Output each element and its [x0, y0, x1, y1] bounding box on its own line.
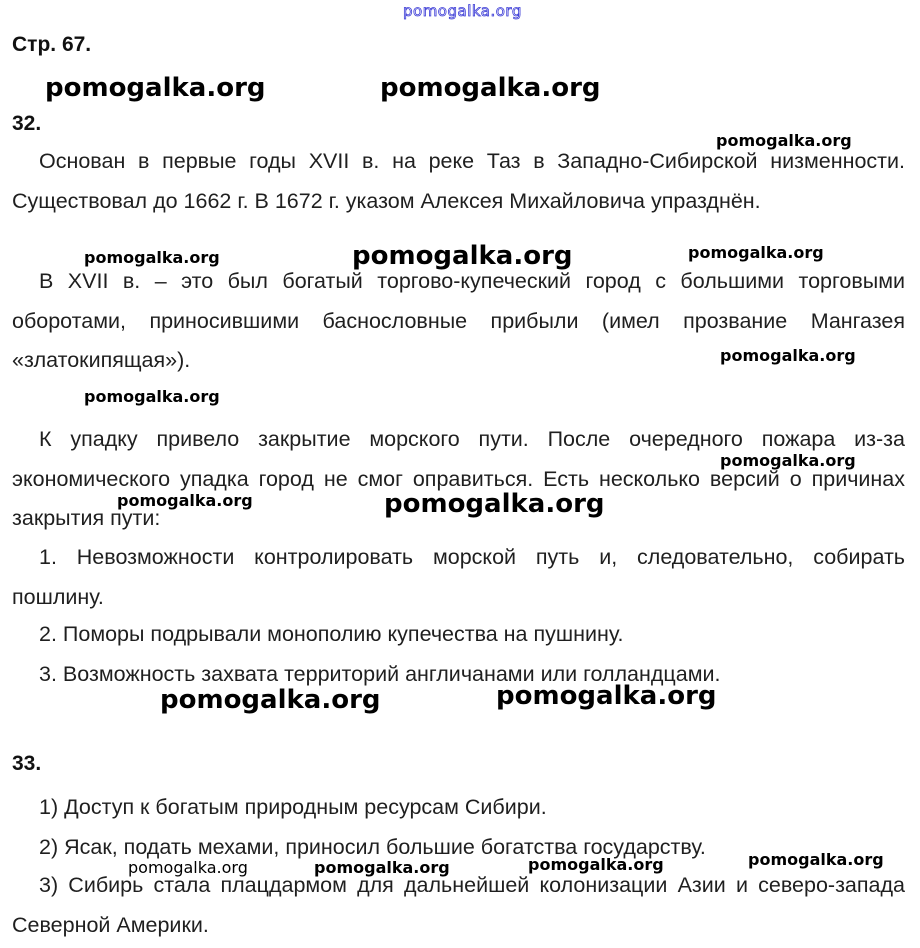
task-33-number: 33. [12, 752, 42, 775]
watermark: pomogalka.org [384, 489, 605, 519]
task-33-item-3: 3) Сибирь стала плацдармом для дальнейшей колонизации Азии и северо-запада Северной Америки. [12, 873, 905, 937]
task-32-paragraph-3: К упадку привело закрытие морского пути. После очередного пожара из-за экономического упадка город не смог оправиться. Есть несколько версий о причинах закрытия пути: [12, 427, 905, 530]
watermark: pomogalka.org [380, 73, 601, 103]
task-32-item-3: 3. Возможность захвата территорий англичанами или голландцами. [39, 662, 721, 686]
watermark: pomogalka.org [84, 248, 220, 267]
task-32-paragraph-2: В XVII в. – это был богатый торгово-купеческий город с большими торговыми оборотами, приносившими баснословные прибыли (имел прозвание Мангазея «златокипящая»). [12, 269, 905, 372]
watermark: pomogalka.org [128, 858, 248, 877]
watermark: pomogalka.org [314, 858, 450, 877]
watermark: pomogalka.org [352, 241, 573, 271]
watermark: pomogalka.org [496, 681, 717, 711]
page-label: Стр. 67. [12, 33, 92, 56]
watermark: pomogalka.org [716, 131, 852, 150]
task-32-paragraph-1: Основан в первые годы XVII в. на реке Таз в Западно-Сибирской низменности. Существовал до 1662 г. В 1672 г. указом Алексея Михайловича упразднён. [12, 149, 905, 213]
watermark: pomogalka.org [720, 451, 856, 470]
watermark: pomogalka.org [528, 855, 664, 874]
task-33-item-2: 2) Ясак, подать мехами, приносил большие богатства государству. [39, 835, 706, 859]
watermark: pomogalka.org [84, 387, 220, 406]
task-32-number: 32. [12, 112, 42, 135]
task-33-item-1: 1) Доступ к богатым природным ресурсам Сибири. [39, 795, 547, 819]
watermark: pomogalka.org [160, 685, 381, 715]
watermark: pomogalka.org [748, 850, 884, 869]
watermark: pomogalka.org [720, 346, 856, 365]
task-32-item-2: 2. Поморы подрывали монополию купечества на пушнину. [39, 622, 624, 646]
task-32-item-1: 1. Невозможности контролировать морской путь и, следовательно, собирать пошлину. [12, 545, 905, 609]
watermark: pomogalka.org [45, 73, 266, 103]
header-watermark: pomogalka.org [403, 2, 522, 20]
watermark: pomogalka.org [688, 243, 824, 262]
watermark: pomogalka.org [117, 491, 253, 510]
